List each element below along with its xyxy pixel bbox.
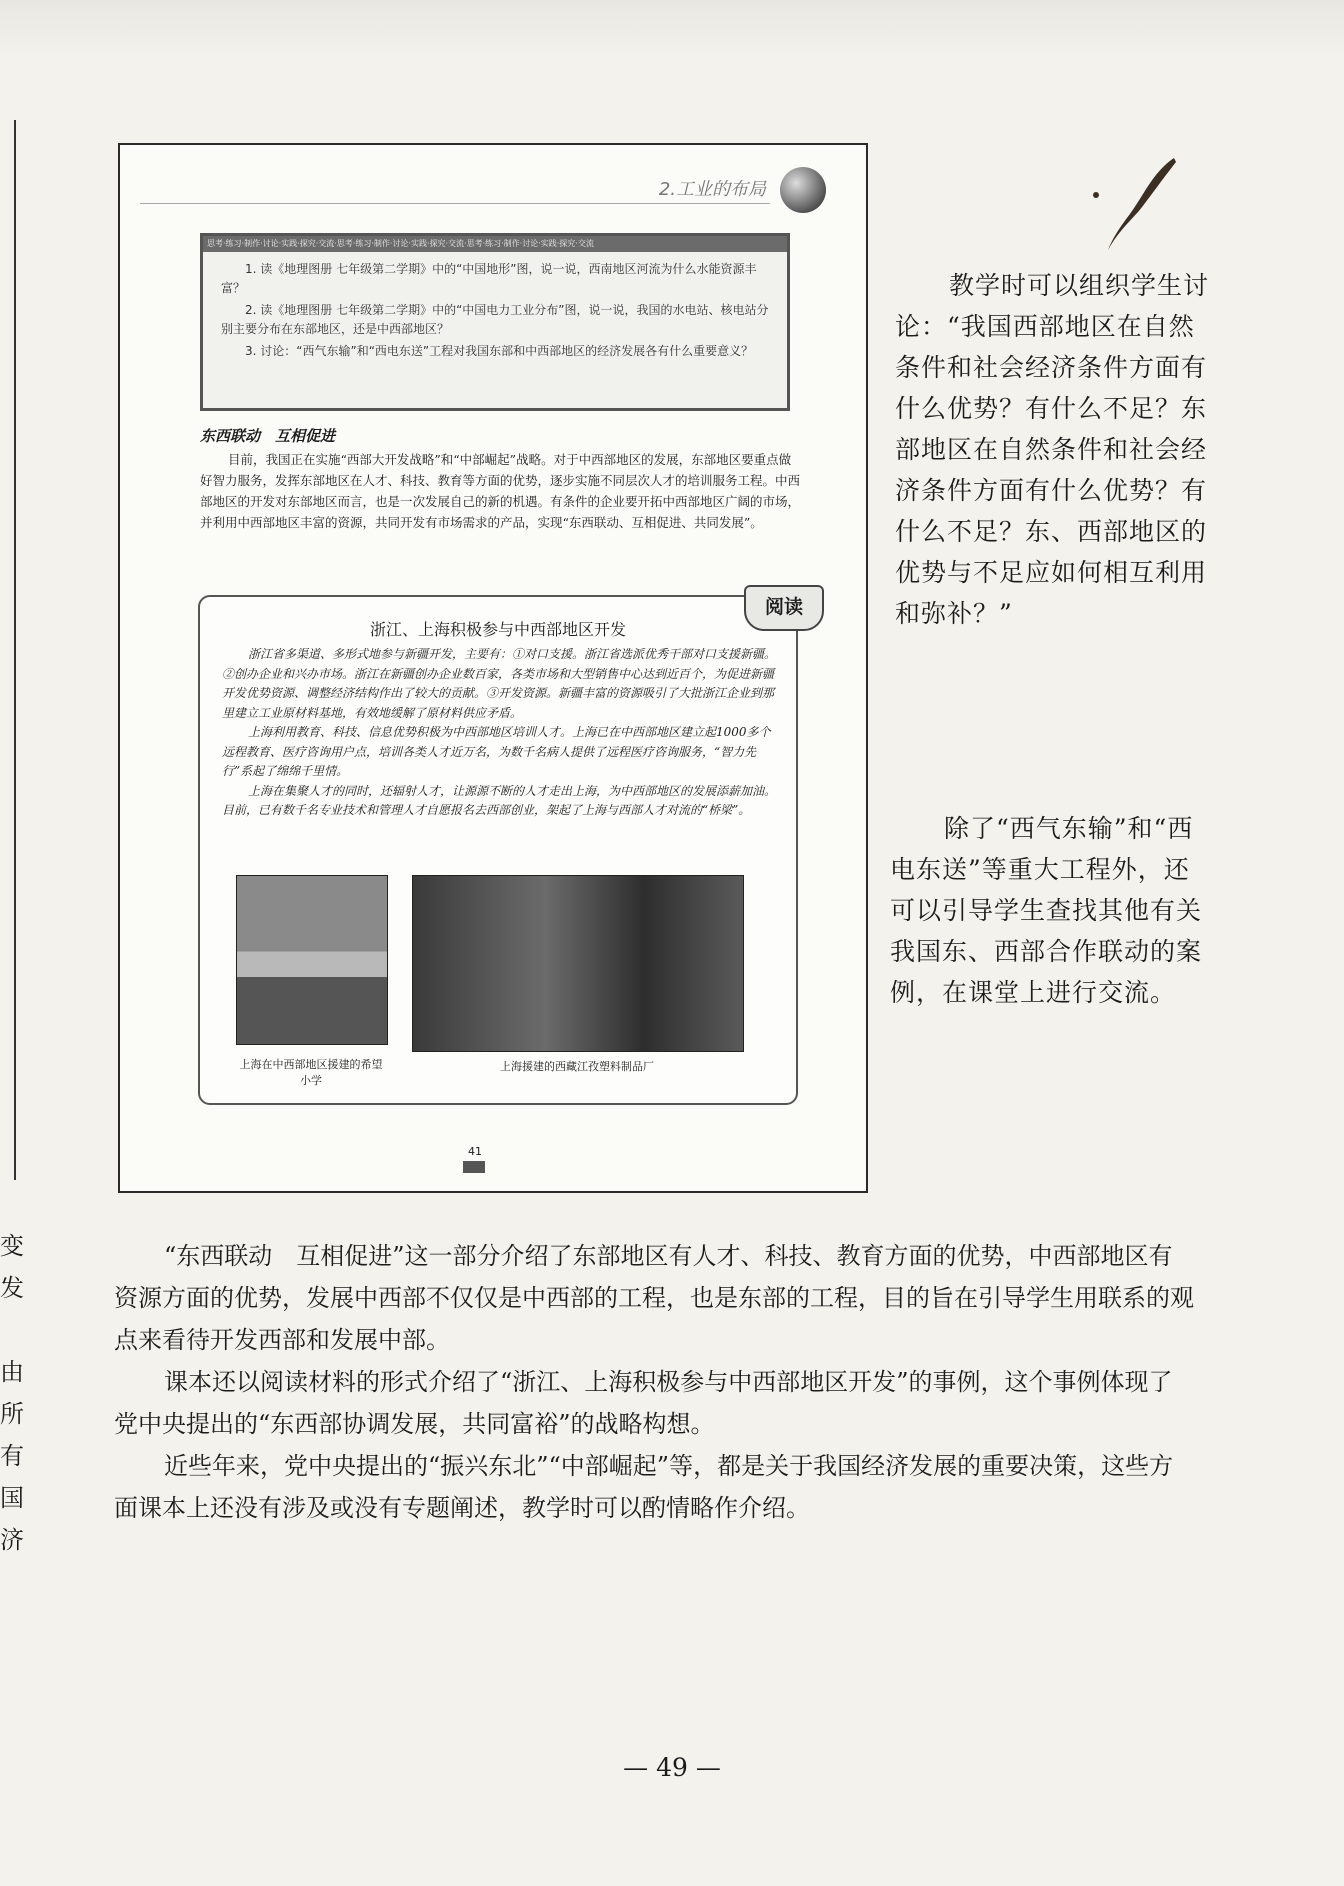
section-paragraph: 目前，我国正在实施“西部大开发战略”和“中部崛起”战略。对于中西部地区的发展，东部地区要重点做好智力服务，发挥东部地区在人才、科技、教育等方面的优势，逐步实施不同层次人才的培训服务工程。中西部地区的开发对东部地区而言，也是一次发展自己的新的机遇。有条件的企业要开拓中西部地区广阔的市场，并利用中西部地区丰富的资源，共同开发有市场需求的产品，实现“东西联动、互相促进、共同发展”。: [200, 452, 801, 530]
reading-paragraph: 上海在集聚人才的同时，还辐射人才，让源源不断的人才走出上海，为中西部地区的发展添薪加油。目前，已有数千名专业技术和管理人才自愿报名去西部创业，架起了上海与西部人才对流的“桥梁”。: [222, 783, 777, 817]
left-char: 由: [0, 1358, 24, 1386]
margin-note-text: 除了“西气东输”和“西电东送”等重大工程外，还可以引导学生查找其他有关我国东、西部合作联动的案例，在课堂上进行交流。: [890, 814, 1203, 1007]
paper-edge: [0, 0, 1344, 60]
photo-caption: 上海在中西部地区援建的希望小学: [239, 1058, 383, 1087]
reading-paragraph: 浙江省多渠道、多形式地参与新疆开发，主要有：①对口支援。浙江省选派优秀干部对口支援新疆。②创办企业和兴办市场。浙江在新疆创办企业数百家，各类市场和大型销售中心达到近百个，为促进新疆开发优势资源、调整经济结构作出了较大的贡献。③开发资源。新疆丰富的资源吸引了大批浙江企业到那里建立工业原材料基地，有效地缓解了原材料供应矛盾。: [222, 647, 777, 720]
section-title: 东西联动 互相促进: [200, 427, 336, 445]
left-char: 变: [0, 1232, 24, 1260]
ink-stain: [1086, 150, 1186, 260]
left-page-edge: [0, 120, 16, 1180]
margin-note: [890, 808, 1210, 1013]
exercise-bar: 思考·练习·制作·讨论·实践·探究·交流·思考·练习·制作·讨论·实践·探究·交流·思考·练习·制作·讨论·实践·探究·交流: [203, 236, 787, 252]
commentary-paragraph: “东西联动 互相促进”这一部分介绍了东部地区有人才、科技、教育方面的优势，中西部地区有资源方面的优势，发展中西部不仅仅是中西部的工程，也是东部的工程，目的旨在引导学生用联系的观点来看待开发西部和发展中部。: [114, 1242, 1194, 1354]
left-char: 国: [0, 1484, 24, 1512]
factory-photo: [412, 875, 744, 1052]
margin-note: [895, 265, 1211, 634]
page-number: — 49 —: [623, 1753, 721, 1782]
margin-note-text: 教学时可以组织学生讨论：“我国西部地区在自然条件和社会经济条件方面有什么优势？有什么不足？东部地区在自然条件和社会经济条件方面有什么优势？有什么不足？东、西部地区的优势与不足应如何相互利用和弥补？”: [895, 271, 1210, 628]
left-char: 发: [0, 1274, 24, 1302]
left-char: 所: [0, 1400, 24, 1428]
reading-body: [222, 645, 778, 821]
question: 3. 讨论：“西气东输”和“西电东送”工程对我国东部和中西部地区的经济发展各有什么重要意义？: [245, 344, 754, 358]
school-photo: [236, 875, 388, 1045]
exercise-questions: [221, 260, 769, 361]
textbook-page: [118, 143, 868, 1193]
reading-title: 浙江、上海积极参与中西部地区开发: [369, 620, 626, 639]
reading-box: [198, 595, 803, 1105]
page-number-bar: [463, 1161, 485, 1173]
chapter-header: 2.工业的布局: [658, 179, 766, 200]
question: 1. 读《地理图册 七年级第二学期》中的“中国地形”图，说一说，西南地区河流为什么水能资源丰富？: [221, 262, 757, 295]
left-char: [0, 1309, 20, 1351]
left-char: 济: [0, 1526, 24, 1554]
commentary: [114, 1235, 1196, 1529]
section-body: [200, 449, 800, 533]
globe-icon: [780, 167, 826, 213]
left-page-fragment: [0, 1225, 24, 1561]
reading-badge: 阅读: [744, 585, 824, 631]
exercise-box: [200, 233, 790, 411]
commentary-paragraph: 近些年来，党中央提出的“振兴东北”“中部崛起”等，都是关于我国经济发展的重要决策，这些方面课本上还没有涉及或没有专题阐述，教学时可以酌情略作介绍。: [114, 1452, 1174, 1522]
reading-paragraph: 上海利用教育、科技、信息优势积极为中西部地区培训人才。上海已在中西部地区建立起1000多个远程教育、医疗咨询用户点，培训各类人才近万名，为数千名病人提供了远程医疗咨询服务，“智力先行”系起了绵绵千里情。: [222, 725, 771, 778]
photo-caption: 上海援建的西藏江孜塑料制品厂: [500, 1060, 654, 1073]
header-divider: [140, 203, 770, 204]
commentary-paragraph: 课本还以阅读材料的形式介绍了“浙江、上海积极参与中西部地区开发”的事例，这个事例体现了党中央提出的“东西部协调发展，共同富裕”的战略构想。: [114, 1368, 1173, 1438]
textbook-page-number: 41: [468, 1145, 482, 1158]
left-char: 有: [0, 1442, 24, 1470]
question: 2. 读《地理图册 七年级第二学期》中的“中国电力工业分布”图，说一说，我国的水电站、核电站分别主要分布在东部地区，还是中西部地区？: [221, 303, 769, 336]
